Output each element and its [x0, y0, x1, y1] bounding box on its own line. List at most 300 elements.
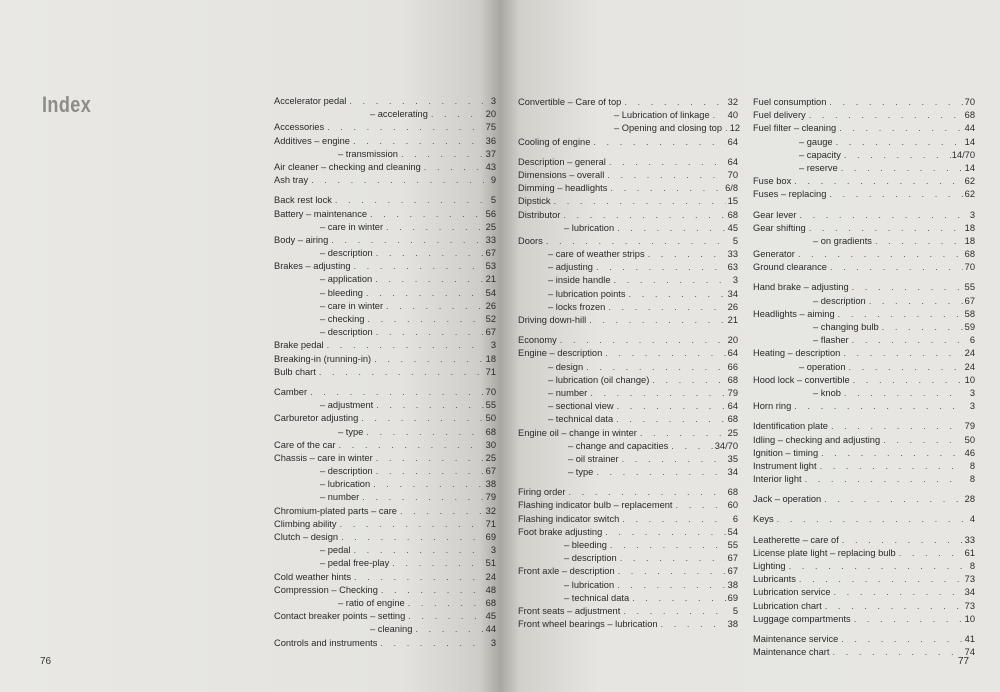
index-entry-page: 44 — [964, 123, 975, 134]
index-entry — [753, 122, 975, 135]
index-entry-page: 79 — [485, 492, 496, 503]
index-entry-label: Controls and instruments — [274, 637, 378, 648]
dot-leader — [841, 387, 963, 400]
index-entry-label: Horn ring — [753, 401, 792, 412]
index-entry — [753, 175, 975, 188]
index-entry-label: Maintenance service — [753, 633, 839, 644]
index-entry-label: – on gradients — [813, 235, 872, 246]
dot-leader — [620, 605, 726, 618]
index-entry — [274, 326, 496, 339]
right-index-column-1 — [518, 96, 741, 631]
index-entry-page: 34 — [727, 467, 738, 478]
index-entry — [274, 386, 496, 399]
dot-leader — [831, 586, 963, 599]
index-entry — [274, 161, 496, 174]
dot-leader — [849, 281, 963, 294]
index-entry-label: – operation — [799, 361, 846, 372]
index-entry-label: Front wheel bearings – lubrication — [518, 619, 658, 630]
dot-leader — [351, 571, 484, 584]
dot-leader — [626, 288, 726, 301]
dot-leader — [566, 486, 726, 499]
index-entry — [518, 526, 738, 539]
dot-leader — [337, 518, 484, 531]
index-entry-label: – technical data — [548, 414, 614, 425]
dot-leader — [308, 174, 484, 187]
index-entry-label: – ratio of engine — [338, 597, 405, 608]
index-entry-label: Ground clearance — [753, 262, 827, 273]
index-entry — [518, 361, 738, 374]
index-entry — [274, 531, 496, 544]
dot-leader — [774, 513, 963, 526]
index-title: Index — [42, 92, 92, 117]
index-entry-label: Lubrication chart — [753, 600, 822, 611]
index-entry-page: 79 — [964, 421, 975, 432]
index-entry-label: Leatherette – care of — [753, 534, 839, 545]
index-entry — [518, 274, 738, 287]
index-entry-label: Luggage compartments — [753, 613, 851, 624]
index-entry-page: 18 — [485, 353, 496, 364]
index-entry — [274, 273, 496, 286]
right-page — [500, 0, 1000, 692]
dot-leader — [619, 453, 726, 466]
index-entry — [753, 560, 975, 573]
dot-leader — [373, 465, 484, 478]
index-entry-label: – care in winter — [320, 300, 384, 311]
index-entry — [753, 188, 975, 201]
index-entry-label: Cold weather hints — [274, 571, 351, 582]
index-entry-page: 4 — [969, 514, 975, 525]
index-entry-label: – application — [320, 274, 373, 285]
index-entry-label: Firing order — [518, 487, 566, 498]
index-entry — [274, 300, 496, 313]
index-entry-page: 67 — [485, 466, 496, 477]
dot-leader — [614, 579, 726, 592]
dot-leader — [377, 637, 484, 650]
index-entry-page: 25 — [485, 221, 496, 232]
index-entry — [274, 121, 496, 134]
index-entry-page: 64 — [727, 401, 738, 412]
index-entry — [274, 465, 496, 478]
dot-leader — [560, 209, 726, 222]
index-entry — [274, 313, 496, 326]
index-entry-label: Heating – description — [753, 348, 841, 359]
index-entry-label: Dimensions – overall — [518, 169, 605, 180]
dot-leader — [658, 618, 726, 631]
index-entry-label: – transmission — [338, 148, 398, 159]
index-entry-label: – adjustment — [320, 400, 374, 411]
dot-leader — [383, 221, 484, 234]
index-entry-page: 34/70 — [714, 440, 738, 451]
index-entry-label: Distributor — [518, 209, 561, 220]
index-entry-page: 52 — [485, 314, 496, 324]
index-entry — [753, 281, 975, 294]
dot-leader — [817, 460, 963, 473]
index-entry-label: – oil strainer — [568, 453, 619, 464]
index-entry — [274, 557, 496, 570]
index-entry-page: 40 — [727, 110, 738, 121]
index-entry-page: 79 — [727, 387, 738, 398]
index-entry — [274, 174, 496, 187]
index-entry-label: – changing bulb — [813, 322, 879, 332]
index-entry-label: – pedal free-play — [320, 558, 390, 569]
index-entry-label: Fuel filter – cleaning — [753, 123, 837, 134]
index-entry-label: Lighting — [753, 561, 786, 571]
index-entry-page: 70 — [964, 97, 975, 107]
dot-leader — [802, 473, 963, 486]
index-entry-label: Headlights – aiming — [753, 308, 835, 319]
index-entry-label: Battery – maintenance — [274, 208, 368, 219]
index-entry-label: Convertible – Care of top — [518, 97, 622, 107]
index-entry — [274, 412, 496, 425]
index-entry-label: – knob — [813, 387, 841, 398]
dot-leader — [838, 633, 963, 646]
index-entry-label: Front seats – adjustment — [518, 605, 621, 616]
index-entry-label: Engine – description — [518, 348, 603, 359]
right-index-column-2 — [753, 96, 975, 659]
dot-leader — [896, 547, 963, 560]
index-entry — [753, 646, 975, 659]
index-entry-page: 60 — [727, 500, 738, 511]
index-entry-page: 67 — [485, 327, 496, 338]
index-entry — [518, 235, 738, 248]
index-entry — [753, 633, 975, 646]
dot-leader — [351, 544, 484, 557]
index-entry — [274, 287, 496, 300]
index-entry — [518, 122, 741, 135]
index-entry-page: 8 — [969, 460, 975, 471]
index-entry-label: Jack – operation — [753, 494, 822, 505]
dot-leader — [645, 248, 726, 261]
index-entry — [274, 260, 496, 273]
index-entry — [753, 248, 975, 261]
index-entry-label: Generator — [753, 249, 795, 260]
index-entry-page: 3 — [490, 637, 496, 648]
index-entry-page: 9 — [490, 175, 496, 186]
index-entry-page: 25 — [485, 452, 496, 463]
index-entry — [274, 544, 496, 557]
index-entry — [274, 234, 496, 247]
dot-leader — [833, 136, 963, 149]
index-entry-page: 15 — [727, 196, 738, 207]
index-entry — [753, 96, 975, 109]
index-entry-label: – number — [320, 492, 360, 503]
index-entry-label: – locks frozen — [548, 301, 606, 312]
index-entry-page: 45 — [485, 611, 496, 622]
index-entry — [518, 261, 738, 274]
index-entry — [518, 182, 738, 195]
index-entry-label: – bleeding — [320, 287, 363, 298]
dot-leader — [543, 235, 726, 248]
dot-leader — [332, 194, 484, 207]
index-entry-page: 3 — [490, 340, 496, 351]
index-entry-page: 67 — [964, 295, 975, 306]
index-entry — [753, 136, 975, 149]
index-entry-label: Chassis – care in winter — [274, 452, 373, 463]
index-entry-page: 33 — [964, 534, 975, 545]
index-entry-label: Hood lock – convertible — [753, 374, 850, 385]
index-entry-label: Additives – engine — [274, 135, 350, 146]
index-entry-label: – description — [813, 295, 866, 306]
index-entry-page: 12 — [729, 123, 741, 134]
index-entry-page: 54 — [727, 526, 738, 537]
index-entry — [274, 108, 496, 121]
dot-leader — [412, 623, 484, 636]
index-entry-page: 46 — [964, 447, 975, 458]
dot-leader — [795, 248, 963, 261]
index-entry-page: 3 — [732, 275, 738, 286]
index-entry-label: Doors — [518, 235, 543, 246]
dot-leader — [796, 573, 963, 586]
dot-leader — [338, 531, 484, 544]
dot-leader — [850, 374, 963, 387]
index-entry — [518, 288, 738, 301]
index-entry-label: Interior light — [753, 474, 802, 485]
index-entry — [518, 334, 738, 347]
dot-leader — [840, 347, 963, 360]
dot-leader — [602, 347, 726, 360]
index-entry — [518, 440, 738, 453]
index-entry-label: Hand brake – adjusting — [753, 282, 849, 293]
index-entry-label: – care in winter — [320, 221, 384, 232]
index-entry — [518, 400, 738, 413]
index-entry — [518, 248, 738, 261]
index-entry-page: 5 — [490, 195, 496, 206]
index-entry — [518, 565, 738, 578]
index-entry-label: Engine oil – change in winter — [518, 427, 637, 438]
index-entry-page: 5 — [732, 235, 738, 246]
index-entry-page: 3 — [969, 401, 975, 412]
index-entry-page: 48 — [485, 584, 496, 595]
index-entry — [274, 148, 496, 161]
index-entry-page: 61 — [964, 547, 975, 558]
index-entry-page: 45 — [727, 222, 738, 233]
index-entry — [753, 374, 975, 387]
dot-leader — [841, 149, 952, 162]
index-entry — [518, 605, 738, 618]
index-entry-label: Fuse box — [753, 176, 792, 187]
index-entry-label: Identification plate — [753, 421, 828, 432]
index-entry-page: 33 — [485, 234, 496, 245]
index-entry — [753, 347, 975, 360]
index-entry — [753, 387, 975, 400]
index-entry — [518, 96, 738, 109]
dot-leader — [851, 613, 963, 626]
index-entry — [274, 194, 496, 207]
index-entry-label: Ignition – timing — [753, 447, 819, 458]
index-entry — [518, 413, 738, 426]
index-entry — [753, 534, 975, 547]
dot-leader — [615, 565, 726, 578]
index-entry — [518, 513, 738, 526]
index-entry-page: 34 — [964, 587, 975, 598]
index-entry-page: 54 — [485, 287, 496, 298]
index-entry — [753, 334, 975, 347]
index-entry — [274, 399, 496, 412]
index-entry — [518, 427, 738, 440]
index-entry — [518, 499, 738, 512]
index-entry-page: 75 — [485, 122, 496, 133]
index-entry-label: – type — [338, 426, 364, 437]
dot-leader — [835, 308, 963, 321]
index-entry-label: Lubricants — [753, 574, 796, 585]
dot-leader — [872, 235, 963, 248]
index-entry-page: 55 — [485, 400, 496, 411]
dot-leader — [372, 273, 484, 286]
index-entry-page: 74 — [964, 647, 975, 658]
dot-leader — [397, 505, 484, 518]
index-entry-page: 50 — [964, 434, 975, 445]
index-entry — [753, 613, 975, 626]
dot-leader — [614, 400, 726, 413]
index-entry — [518, 209, 738, 222]
index-entry — [753, 162, 975, 175]
index-entry-label: – change and capacities — [568, 440, 669, 451]
dot-leader — [673, 499, 726, 512]
index-entry — [753, 460, 975, 473]
index-entry-page: 69 — [485, 532, 496, 542]
index-entry-label: Flashing indicator switch — [518, 513, 620, 524]
index-entry-page: 30 — [485, 439, 496, 450]
index-entry-page: 5 — [732, 605, 738, 616]
index-entry — [753, 222, 975, 235]
index-entry-label: – inside handle — [548, 275, 611, 286]
index-entry-label: Accessories — [274, 122, 325, 133]
index-entry — [274, 135, 496, 148]
index-entry — [753, 547, 975, 560]
dot-leader — [791, 400, 963, 413]
index-entry — [518, 387, 738, 400]
index-entry — [274, 491, 496, 504]
index-entry-page: 63 — [727, 262, 738, 273]
dot-leader — [583, 361, 726, 374]
index-entry-page: 67 — [485, 248, 496, 259]
index-entry-label: – description — [320, 248, 373, 259]
index-entry-page: 14/70 — [951, 149, 975, 160]
dot-leader — [786, 560, 963, 573]
dot-leader — [617, 552, 726, 565]
dot-leader — [373, 452, 484, 465]
index-entry-label: – reserve — [799, 162, 838, 173]
index-entry — [274, 95, 496, 108]
index-entry — [274, 518, 496, 531]
index-entry — [518, 552, 738, 565]
index-entry-page: 67 — [727, 553, 738, 564]
index-entry-label: – care of weather strips — [548, 249, 645, 260]
index-entry-label: Carburetor adjusting — [274, 413, 359, 424]
index-entry — [753, 361, 975, 374]
index-entry-page: 14 — [964, 136, 975, 147]
index-entry — [274, 478, 496, 491]
right-page-number: 77 — [958, 656, 970, 667]
dot-leader — [607, 182, 725, 195]
index-entry-page: 24 — [964, 348, 975, 359]
dot-leader — [846, 361, 963, 374]
index-entry — [518, 314, 738, 327]
dot-leader — [619, 513, 726, 526]
index-entry-label: Brake pedal — [274, 340, 324, 351]
index-entry-label: – number — [548, 387, 588, 398]
index-entry-page: 62 — [964, 176, 975, 187]
index-entry-label: – sectional view — [548, 401, 614, 412]
index-entry-label: – capacity — [799, 149, 841, 160]
dot-leader — [373, 399, 484, 412]
index-entry-page: 68 — [727, 209, 738, 220]
index-entry — [274, 247, 496, 260]
index-entry — [753, 513, 975, 526]
index-entry — [753, 308, 975, 321]
index-entry-page: 56 — [485, 208, 496, 219]
dot-leader — [607, 539, 726, 552]
index-entry-page: 73 — [964, 574, 975, 585]
dot-leader — [822, 600, 963, 613]
index-entry — [274, 452, 496, 465]
index-entry-page: 68 — [485, 597, 496, 608]
index-entry-label: – cleaning — [370, 624, 413, 635]
dot-leader — [593, 261, 726, 274]
index-entry-page: 3 — [969, 209, 975, 220]
index-entry — [753, 261, 975, 274]
dot-leader — [866, 295, 963, 308]
dot-leader — [613, 413, 726, 426]
index-entry-label: Care of the car — [274, 439, 336, 450]
index-entry-page: 21 — [727, 315, 738, 325]
index-entry — [274, 439, 496, 452]
index-entry-page: 70 — [485, 386, 496, 397]
dot-leader — [879, 321, 963, 334]
dot-leader — [668, 440, 714, 453]
index-entry-page: 71 — [485, 518, 496, 529]
index-entry — [274, 597, 496, 610]
index-entry-page: 34 — [727, 288, 738, 299]
index-entry-label: License plate light – replacing bulb — [753, 547, 896, 558]
dot-leader — [828, 420, 963, 433]
index-entry-page: 69 — [727, 592, 738, 603]
index-entry-page: 44 — [485, 624, 496, 635]
index-entry — [274, 221, 496, 234]
index-entry — [274, 637, 496, 650]
index-entry-page: 51 — [485, 558, 496, 569]
index-entry-page: 62 — [964, 189, 975, 200]
dot-leader — [370, 478, 484, 491]
index-entry — [518, 618, 738, 631]
index-entry-label: Foot brake adjusting — [518, 526, 603, 537]
index-entry-page: 24 — [964, 361, 975, 372]
dot-leader — [806, 109, 963, 122]
index-entry-page: 28 — [964, 494, 975, 505]
dot-leader — [806, 222, 963, 235]
index-entry — [518, 539, 738, 552]
index-entry — [753, 109, 975, 122]
dot-leader — [421, 161, 484, 174]
dot-leader — [826, 96, 963, 109]
index-entry-label: Maintenance chart — [753, 647, 830, 658]
dot-leader — [605, 301, 726, 314]
index-entry-label: Description – general — [518, 156, 606, 167]
index-entry-page: 36 — [485, 135, 496, 146]
index-entry-page: 35 — [727, 453, 738, 464]
index-entry-page: 68 — [964, 110, 975, 121]
index-entry-label: Front axle – description — [518, 566, 615, 577]
index-entry-page: 8 — [969, 561, 975, 571]
index-entry-page: 43 — [485, 161, 496, 172]
dot-leader — [428, 108, 484, 121]
left-page-number: 76 — [40, 656, 52, 667]
dot-leader — [593, 466, 726, 479]
index-entry — [518, 195, 738, 208]
index-entry — [753, 573, 975, 586]
index-entry — [518, 222, 738, 235]
dot-leader — [359, 491, 484, 504]
